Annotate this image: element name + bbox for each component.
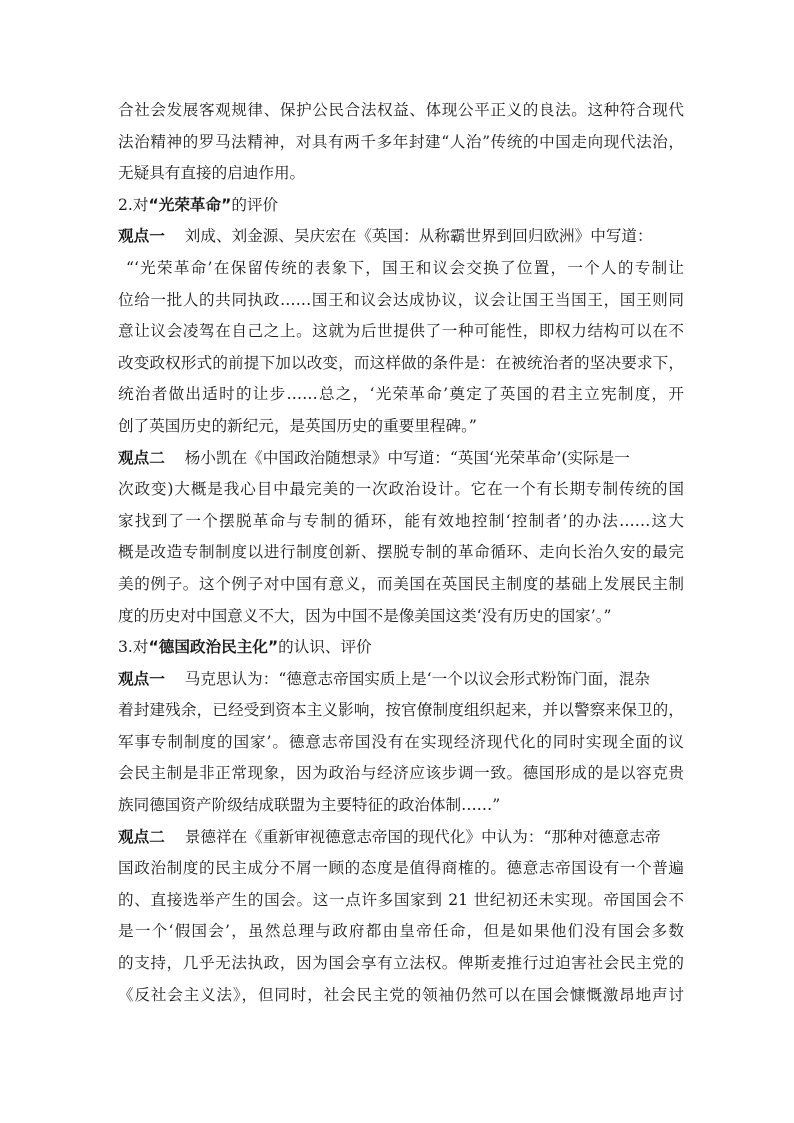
text-line: 的支持，几乎无法执政，因为国会享有立法权。俾斯麦推行过迫害社会民主党的 bbox=[118, 954, 684, 973]
text-line: 次政变)大概是我心目中最完美的一次政治设计。它在一个有长期专制传统的国 bbox=[118, 480, 684, 499]
viewpoint-2-2 bbox=[118, 443, 684, 633]
intro-paragraph bbox=[118, 95, 684, 190]
text-line: 法治精神的罗马法精神，对具有两千多年封建“人治”传统的中国走向现代法治， bbox=[118, 132, 684, 151]
heading-prefix: 2.对 bbox=[118, 195, 149, 214]
text-line: 意让议会凌驾在自己之上。这就为后世提供了一种可能性，即权力结构可以在不 bbox=[118, 322, 684, 341]
text-line: 会民主制是非正常现象，因为政治与经济应该步调一致。德国形成的是以容克贵 bbox=[118, 764, 684, 783]
text-line: 度的历史对中国意义不大，因为中国不是像美国这类‘没有历史的国家’。” bbox=[118, 606, 612, 625]
viewpoint-3-2 bbox=[118, 822, 684, 1012]
text-line: 《反社会主义法》，但同时，社会民主党的领袖仍然可以在国会慷慨激昂地声讨 bbox=[118, 985, 684, 1004]
text-line: 创了英国历史的新纪元，是英国历史的重要里程碑。” bbox=[118, 416, 477, 435]
section-heading-3 bbox=[118, 632, 684, 664]
heading-bold: “德国政治民主化” bbox=[148, 638, 279, 657]
text-line: 景德祥在《重新审视德意志帝国的现代化》中认为：“那种对德意志帝 bbox=[184, 827, 661, 846]
heading-suffix: 的认识、评价 bbox=[278, 638, 372, 657]
text-line: 族同德国资产阶级结成联盟为主要特征的政治体制……” bbox=[118, 796, 501, 815]
text-line: 马克思认为：“德意志帝国实质上是‘一个以议会形式粉饰门面，混杂 bbox=[184, 669, 650, 688]
viewpoint-label: 观点二 bbox=[118, 448, 165, 467]
text-line: 杨小凯在《中国政治随想录》中写道：“英国‘光荣革命’(实际是一 bbox=[184, 448, 630, 467]
text-line: 是一个‘假国会’，虽然总理与政府都由皇帝任命，但是如果他们没有国会多数 bbox=[118, 922, 684, 941]
text-line: 改变政权形式的前提下加以改变，而这样做的条件是：在被统治者的坚决要求下， bbox=[118, 353, 684, 372]
text-line: 刘成、刘金源、吴庆宏在《英国：从称霸世界到回归欧洲》中写道： bbox=[184, 227, 653, 246]
section-heading-2 bbox=[118, 190, 684, 222]
viewpoint-2-1 bbox=[118, 221, 684, 442]
viewpoint-label: 观点一 bbox=[118, 669, 165, 688]
viewpoint-3-1 bbox=[118, 664, 684, 822]
viewpoint-label: 观点二 bbox=[118, 827, 165, 846]
text-line: “‘光荣革命’在保留传统的表象下，国王和议会交换了位置，一个人的专制让 bbox=[126, 258, 684, 277]
text-line: 无疑具有直接的启迪作用。 bbox=[118, 164, 306, 183]
heading-bold: “光荣革命” bbox=[148, 195, 232, 214]
text-line: 家找到了一个摆脱革命与专制的循环，能有效地控制‘控制者’的办法……这大 bbox=[118, 511, 684, 530]
text-line: 的、直接选举产生的国会。这一点许多国家到 21 世纪初还未实现。帝国国会不 bbox=[118, 890, 684, 909]
viewpoint-label: 观点一 bbox=[118, 227, 165, 246]
heading-suffix: 的评价 bbox=[231, 195, 279, 214]
heading-prefix: 3.对 bbox=[118, 638, 149, 657]
text-line: 着封建残余，已经受到资本主义影响，按官僚制度组织起来，并以警察来保卫的， bbox=[118, 701, 684, 720]
text-line: 概是改造专制制度以进行制度创新、摆脱专制的革命循环、走向长治久安的最完 bbox=[118, 543, 684, 562]
text-line: 国政治制度的民主成分不屑一顾的态度是值得商榷的。德意志帝国设有一个普遍 bbox=[118, 859, 684, 878]
text-line: 位给一批人的共同执政……国王和议会达成协议，议会让国王当国王，国王则同 bbox=[118, 290, 684, 309]
text-line: 统治者做出适时的让步……总之，‘光荣革命’奠定了英国的君主立宪制度，开 bbox=[118, 385, 684, 404]
text-line: 合社会发展客观规律、保护公民合法权益、体现公平正义的良法。这种符合现代 bbox=[118, 101, 684, 119]
text-line: 军事专制制度的国家’。德意志帝国没有在实现经济现代化的同时实现全面的议 bbox=[118, 732, 684, 751]
text-line: 美的例子。这个例子对中国有意义，而美国在英国民主制度的基础上发展民主制 bbox=[118, 574, 684, 593]
